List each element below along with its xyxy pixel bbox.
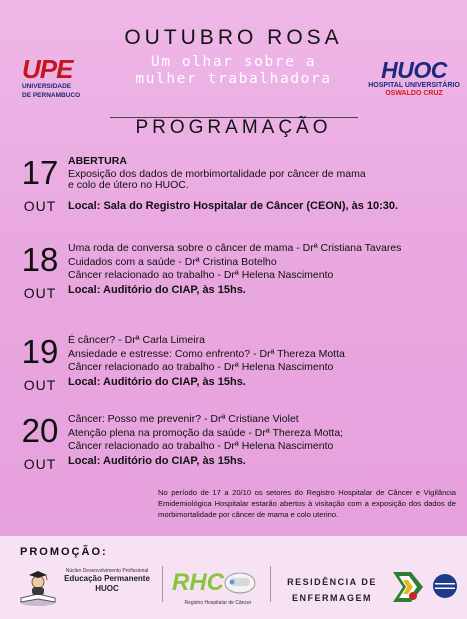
event-19 bbox=[18, 334, 458, 398]
graduate-book-icon bbox=[18, 564, 58, 608]
event-month: OUT bbox=[23, 198, 57, 214]
upe-logo-sub-1: UNIVERSIDADE bbox=[22, 83, 72, 90]
event-month: OUT bbox=[23, 456, 57, 472]
event-lines bbox=[68, 334, 463, 389]
upe-logo-sub-2: DE PERNAMBUCO bbox=[22, 91, 81, 99]
event-20 bbox=[18, 413, 458, 477]
header bbox=[0, 0, 467, 110]
residencia-text bbox=[284, 574, 380, 606]
event-location: Local: Sala do Registro Hospitalar de Câncer (CEON), às 10:30. bbox=[68, 199, 399, 212]
visitation-notice: No período de 17 a 20/10 os setores do Registro Hospitalar de Câncer e Vigilância Emidemiológica Hospitalar estarão abertos à visitação com a exposição dos dados de morbimortalidade por câncer de mama e colo uterino. bbox=[158, 488, 456, 519]
event-line: Câncer relacionado ao trabalho - Drª Helena Nascimento bbox=[68, 269, 334, 281]
huoc-logo-sub-2: OSWALDO CRUZ bbox=[385, 90, 443, 97]
event-line: Ansiedade e estresse: Como enfrento? - Drª Thereza Motta bbox=[68, 347, 345, 360]
event-18 bbox=[18, 242, 458, 306]
event-lines bbox=[68, 242, 463, 297]
event-location: Local: Auditório do CIAP, às 15hs. bbox=[68, 375, 246, 388]
subtitle-line-2: mulher trabalhadora bbox=[135, 71, 332, 87]
event-line: Uma roda de conversa sobre o câncer de mama - Drª Cristiana Tavares bbox=[68, 242, 402, 254]
event-day: 20 bbox=[21, 412, 59, 449]
event-day: 18 bbox=[21, 241, 59, 278]
event-day: 17 bbox=[21, 154, 59, 191]
event-line: Atenção plena na promoção da saúde - Drª Thereza Motta; bbox=[68, 426, 344, 439]
event-lines bbox=[68, 413, 463, 468]
event-line: É câncer? - Drª Carla Limeira bbox=[68, 334, 205, 346]
event-month: OUT bbox=[23, 285, 57, 301]
huoc-logo-mark: HUOC bbox=[381, 57, 447, 83]
event-location: Local: Auditório do CIAP, às 15hs. bbox=[68, 454, 246, 467]
residencia-line-2: ENFERMAGEM bbox=[292, 593, 372, 603]
educacao-main-line-1: Educação Permanente bbox=[64, 574, 150, 583]
subtitle-line-1: Um olhar sobre a bbox=[150, 54, 317, 70]
rhc-logo bbox=[168, 562, 268, 610]
footer-divider bbox=[162, 566, 163, 602]
poster-subtitle bbox=[90, 54, 377, 88]
event-line: ABERTURA bbox=[68, 155, 127, 167]
rhc-caption: Registro Hospitalar de Câncer bbox=[184, 600, 252, 606]
residencia-logo-icon bbox=[389, 566, 459, 608]
event-day: 19 bbox=[21, 333, 59, 370]
event-lines bbox=[68, 155, 463, 213]
event-month: OUT bbox=[23, 377, 57, 393]
poster-title: OUTUBRO ROSA bbox=[124, 26, 343, 49]
residencia-line-1: RESIDÊNCIA DE bbox=[287, 577, 377, 587]
event-line: Câncer relacionado ao trabalho - Drª Helena Nascimento bbox=[68, 361, 334, 373]
rhc-mark: RHC bbox=[172, 569, 224, 596]
upe-logo bbox=[22, 56, 94, 104]
educacao-small-line: Núcleo Desenvolvimento Profissional bbox=[65, 568, 149, 574]
promotion-label: PROMOÇÃO: bbox=[20, 546, 108, 558]
event-line: Cuidados com a saúde - Drª Cristina Botelho bbox=[68, 255, 277, 268]
rhc-mark-icon bbox=[168, 562, 268, 600]
event-line: Câncer: Posso me prevenir? - Drª Cristiane Violet bbox=[68, 413, 299, 425]
event-17 bbox=[18, 155, 458, 219]
upe-logo-mark: UPE bbox=[22, 54, 73, 84]
footer-divider bbox=[270, 566, 271, 602]
huoc-logo bbox=[366, 58, 462, 104]
educacao-permanente-logo bbox=[18, 562, 158, 610]
educacao-text bbox=[56, 568, 158, 594]
event-location: Local: Auditório do CIAP, às 15hs. bbox=[68, 283, 246, 296]
educacao-main-line-2: HUOC bbox=[95, 584, 119, 593]
program-title: PROGRAMAÇÃO bbox=[135, 117, 332, 138]
event-line: Câncer relacionado ao trabalho - Drª Helena Nascimento bbox=[68, 440, 334, 452]
huoc-logo-sub-1: HOSPITAL UNIVERSITÁRIO bbox=[368, 82, 460, 89]
event-line: Exposição dos dados de morbimortalidade por câncer de mama e colo de útero no HUOC. bbox=[68, 167, 366, 191]
